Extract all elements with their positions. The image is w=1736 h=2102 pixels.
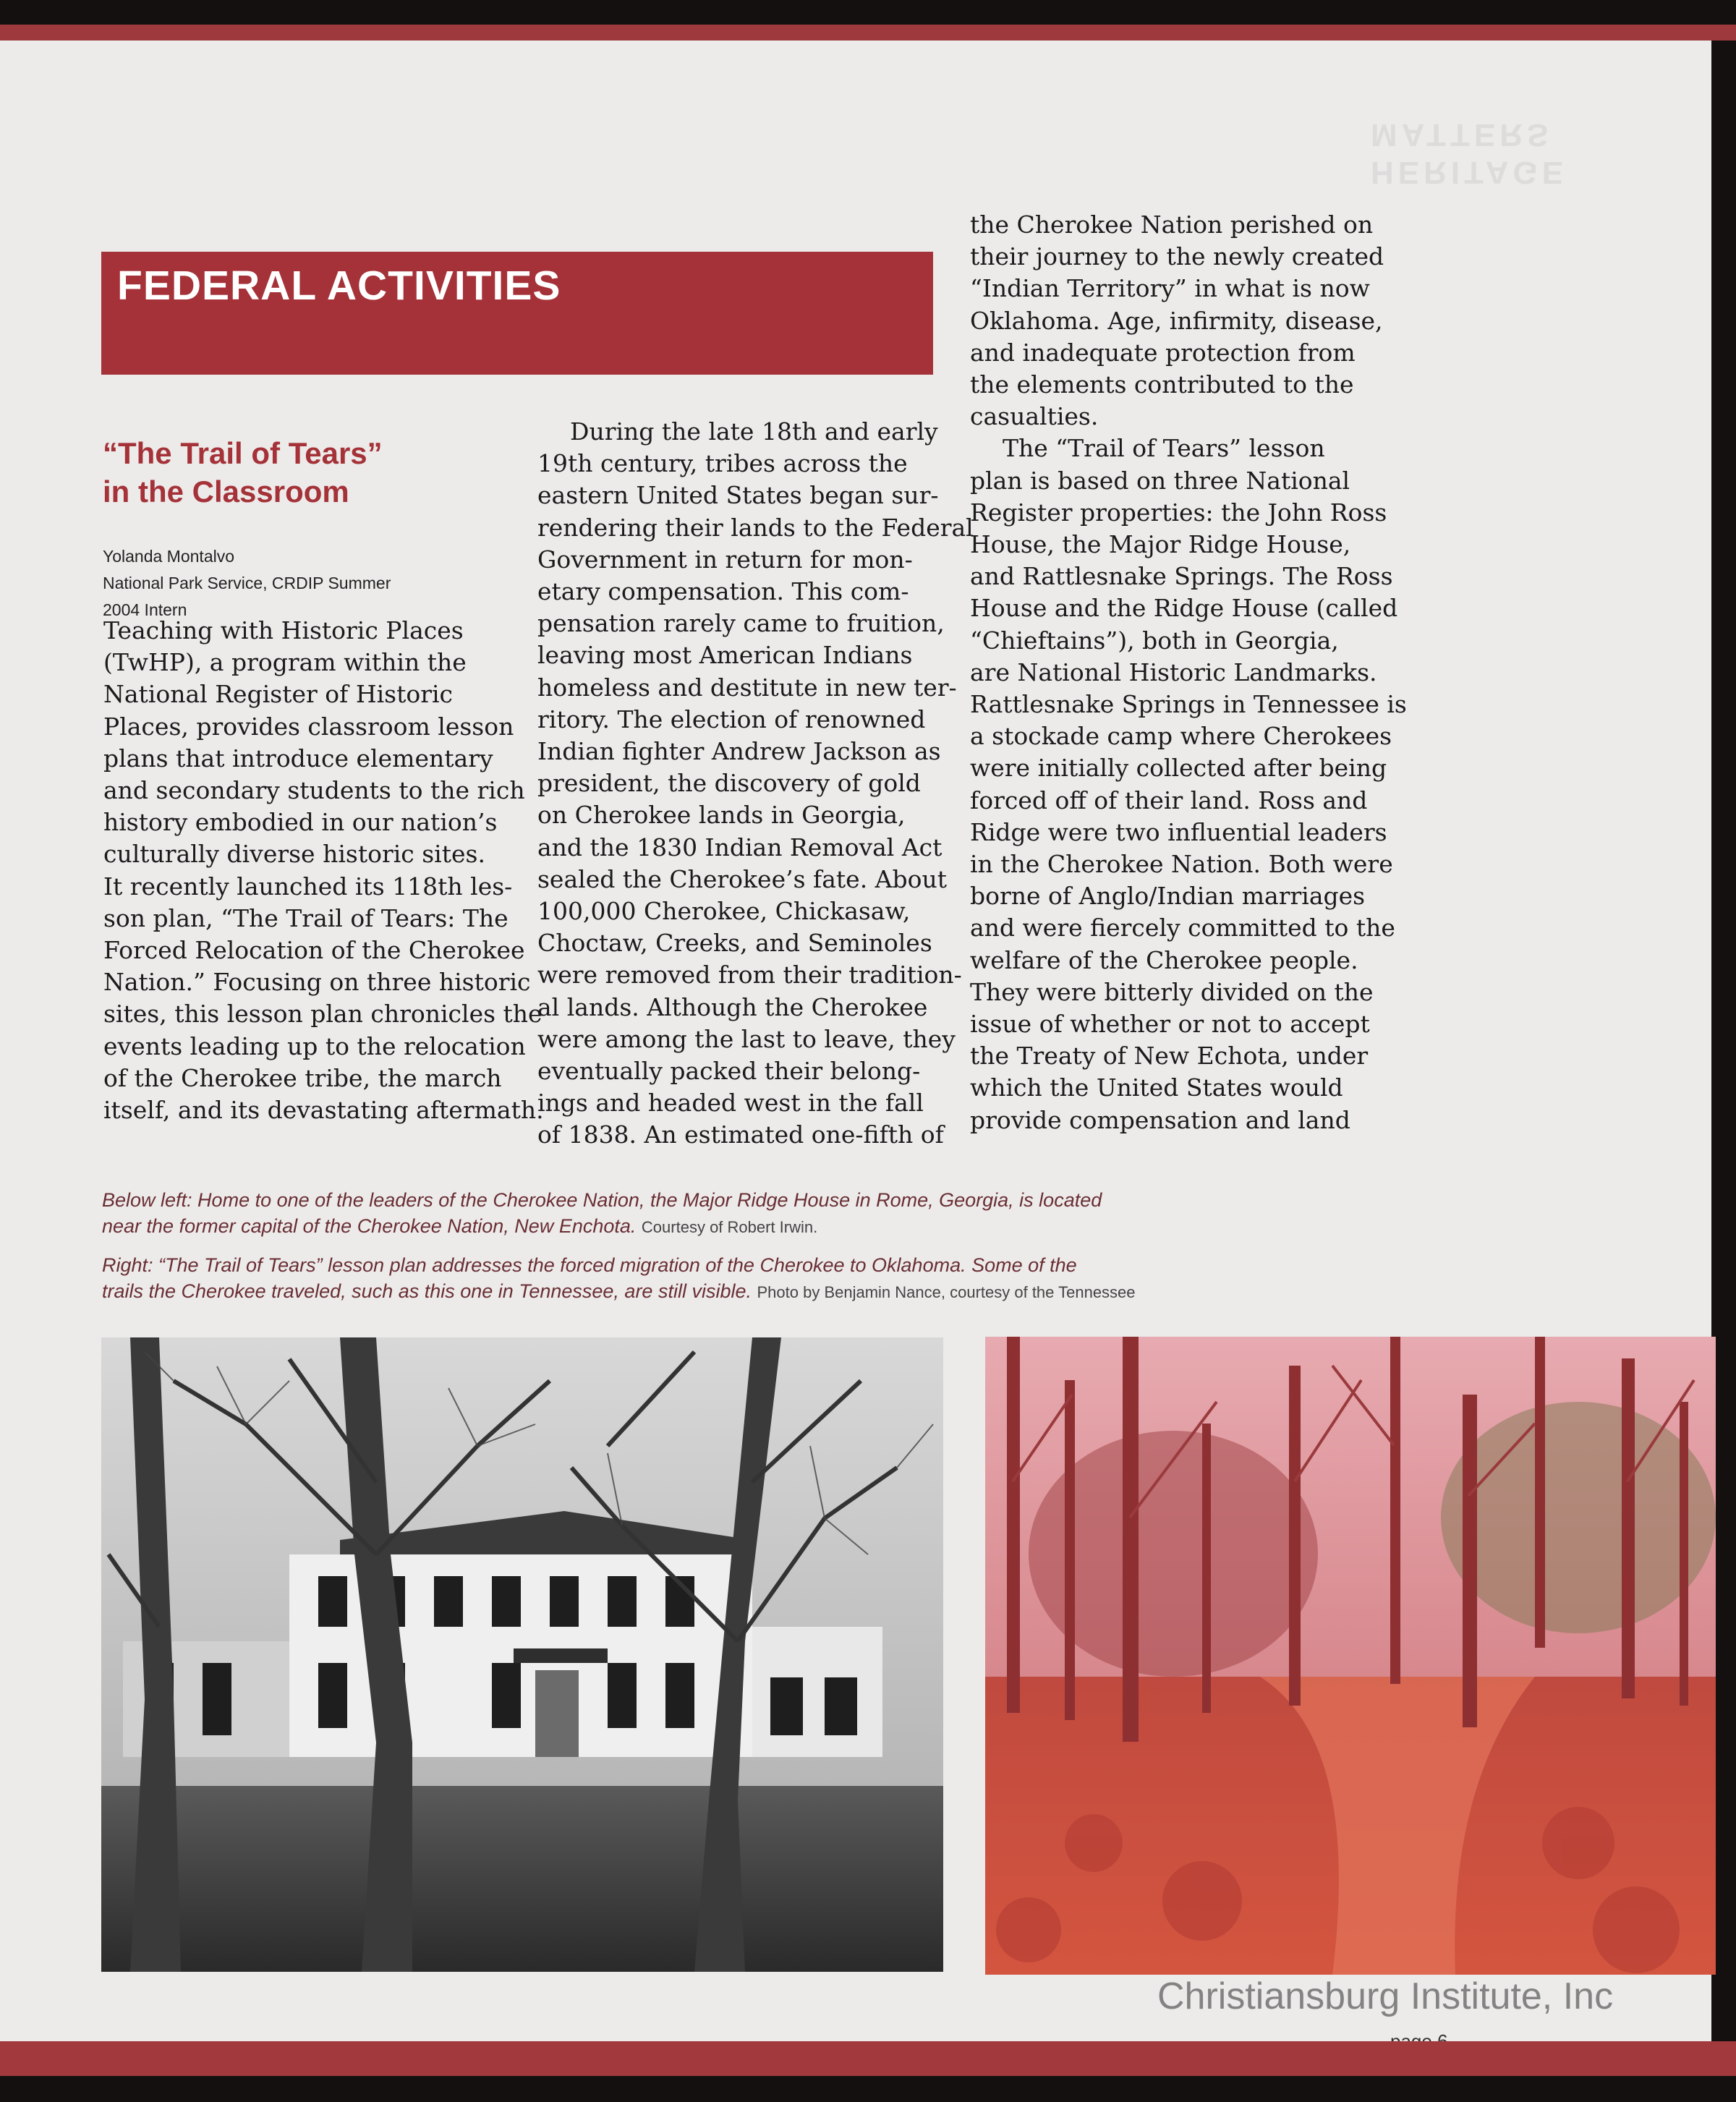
body-column-1 — [103, 615, 544, 1126]
text-line: plans that introduce elementary — [103, 744, 493, 773]
text-line: Teaching with Historic Places — [103, 616, 464, 644]
author-name: Yolanda Montalvo — [103, 547, 235, 566]
text-line: Nation.” Focusing on three historic — [103, 968, 531, 997]
text-line: It recently launched its 118th les- — [103, 872, 513, 901]
text-line: and Rattlesnake Springs. The Ross — [970, 562, 1393, 591]
text-line: 19th century, tribes across the — [537, 449, 908, 478]
photo-credit: Photo by Benjamin Nance, courtesy of the Tennessee — [757, 1283, 1136, 1301]
text-line: eventually packed their belong- — [537, 1057, 921, 1086]
text-line: itself, and its devastating aftermath. — [103, 1096, 544, 1125]
text-line: provide compensation and land — [970, 1105, 1350, 1134]
text-line: were removed from their tradition- — [537, 961, 962, 990]
photo-major-ridge-house — [101, 1337, 943, 1972]
watermark: Christiansburg Institute, Inc — [1157, 1975, 1614, 2017]
author-affiliation: National Park Service, CRDIP Summer — [103, 574, 391, 592]
text-line: 100,000 Cherokee, Chickasaw, — [537, 897, 911, 926]
top-color-band — [0, 25, 1736, 41]
text-line: the elements contributed to the — [970, 370, 1354, 399]
text-line: homeless and destitute in new ter- — [537, 673, 957, 702]
body-column-2 — [537, 416, 974, 1152]
text-line: on Cherokee lands in Georgia, — [537, 801, 906, 830]
text-line: Oklahoma. Age, infirmity, disease, — [970, 306, 1383, 335]
text-line: were initially collected after being — [970, 754, 1387, 783]
text-line: Government in return for mon- — [537, 545, 913, 574]
text-line: sealed the Cherokee’s fate. About — [537, 864, 948, 893]
magazine-page — [0, 38, 1711, 2063]
text-line: president, the discovery of gold — [537, 769, 921, 798]
text-line: of the Cherokee tribe, the march — [103, 1063, 502, 1092]
text-line: Rattlesnake Springs in Tennessee is — [970, 690, 1407, 719]
text-line: which the United States would — [970, 1073, 1343, 1102]
text-line: are National Historic Landmarks. — [970, 658, 1377, 686]
text-line: son plan, “The Trail of Tears: The — [103, 903, 509, 932]
text-line: (TwHP), a program within the — [103, 648, 467, 677]
text-line: Places, provides classroom lesson — [103, 712, 514, 741]
text-line: history embodied in our nation’s — [103, 808, 498, 837]
text-line: their journey to the newly created — [970, 242, 1384, 271]
caption-left: Below left: Home to one of the leaders of the Cherokee Nation, the Major Ridge House in Rome, Georgia, is located near the former capital of the Cherokee Nation, New Enchota. Courtesy of Robert Irwin. — [102, 1189, 1102, 1237]
body-column-3 — [970, 209, 1407, 1136]
text-line: al lands. Although the Cherokee — [537, 992, 928, 1021]
text-line: National Register of Historic — [103, 680, 454, 709]
text-line: sites, this lesson plan chronicles the — [103, 1000, 542, 1029]
text-line: Indian fighter Andrew Jackson as — [537, 737, 941, 766]
text-line: etary compensation. This com- — [537, 577, 909, 606]
text-line: events leading up to the relocation — [103, 1031, 526, 1060]
text-line: plan is based on three National — [970, 466, 1350, 495]
text-line: and were fiercely committed to the — [970, 914, 1395, 943]
text-line: Forced Relocation of the Cherokee — [103, 936, 525, 965]
text-line: and secondary students to the rich — [103, 776, 525, 805]
text-line: The “Trail of Tears” lesson — [1003, 434, 1325, 463]
text-line: “Indian Territory” in what is now — [970, 274, 1370, 303]
caption-right: Right: “The Trail of Tears” lesson plan addresses the forced migration of the Cherokee to Oklahoma. Some of the trails the Cherokee traveled, such as this one in Tennessee, are still visible. Photo by Benjamin Nance, courtesy of the Tennessee — [102, 1254, 1136, 1302]
text-line: the Treaty of New Echota, under — [970, 1042, 1369, 1071]
text-line: rendering their lands to the Federal — [537, 513, 974, 542]
text-line: pensation rarely came to fruition, — [537, 609, 945, 638]
photo-trail-tennessee — [985, 1337, 1716, 1975]
article-title: “The Trail of Tears” in the Classroom — [103, 436, 383, 509]
text-line: of 1838. An estimated one-fifth of — [537, 1120, 944, 1149]
text-line: During the late 18th and early — [570, 417, 938, 446]
section-header — [101, 252, 933, 375]
text-line: were among the last to leave, they — [537, 1024, 956, 1053]
text-line: the Cherokee Nation perished on — [970, 210, 1374, 239]
text-line: welfare of the Cherokee people. — [970, 945, 1358, 974]
text-line: Ridge were two influential leaders — [970, 817, 1387, 846]
author-role: 2004 Intern — [103, 600, 187, 619]
text-line: ritory. The election of renowned — [537, 705, 926, 733]
text-line: culturally diverse historic sites. — [103, 840, 485, 869]
text-line: Choctaw, Creeks, and Seminoles — [537, 929, 932, 958]
bleed-through-text: HERITAGE MATTERS — [1371, 117, 1568, 190]
photo-credit: Courtesy of Robert Irwin. — [641, 1218, 818, 1236]
text-line: casualties. — [970, 402, 1099, 431]
trail-photo-illustration — [985, 1337, 1716, 1975]
text-line: House and the Ridge House (called — [970, 594, 1398, 623]
bottom-color-band — [0, 2041, 1736, 2076]
house-photo-illustration — [101, 1337, 943, 1972]
text-line: a stockade camp where Cherokees — [970, 722, 1392, 751]
text-line: and the 1830 Indian Removal Act — [537, 833, 943, 861]
text-line: They were bitterly divided on the — [970, 977, 1374, 1006]
text-line: House, the Major Ridge House, — [970, 530, 1351, 559]
text-line: ings and headed west in the fall — [537, 1089, 924, 1118]
text-line: borne of Anglo/Indian marriages — [970, 882, 1366, 911]
text-line: eastern United States began sur- — [537, 481, 939, 510]
text-line: issue of whether or not to accept — [970, 1010, 1370, 1039]
text-line: forced off of their land. Ross and — [970, 786, 1368, 814]
byline — [103, 543, 508, 624]
text-line: Register properties: the John Ross — [970, 498, 1387, 527]
text-line: in the Cherokee Nation. Both were — [970, 850, 1393, 879]
text-line: leaving most American Indians — [537, 641, 913, 670]
text-line: “Chieftains”), both in Georgia, — [970, 626, 1339, 655]
text-line: and inadequate protection from — [970, 338, 1356, 367]
section-title: FEDERAL ACTIVITIES — [117, 263, 561, 309]
